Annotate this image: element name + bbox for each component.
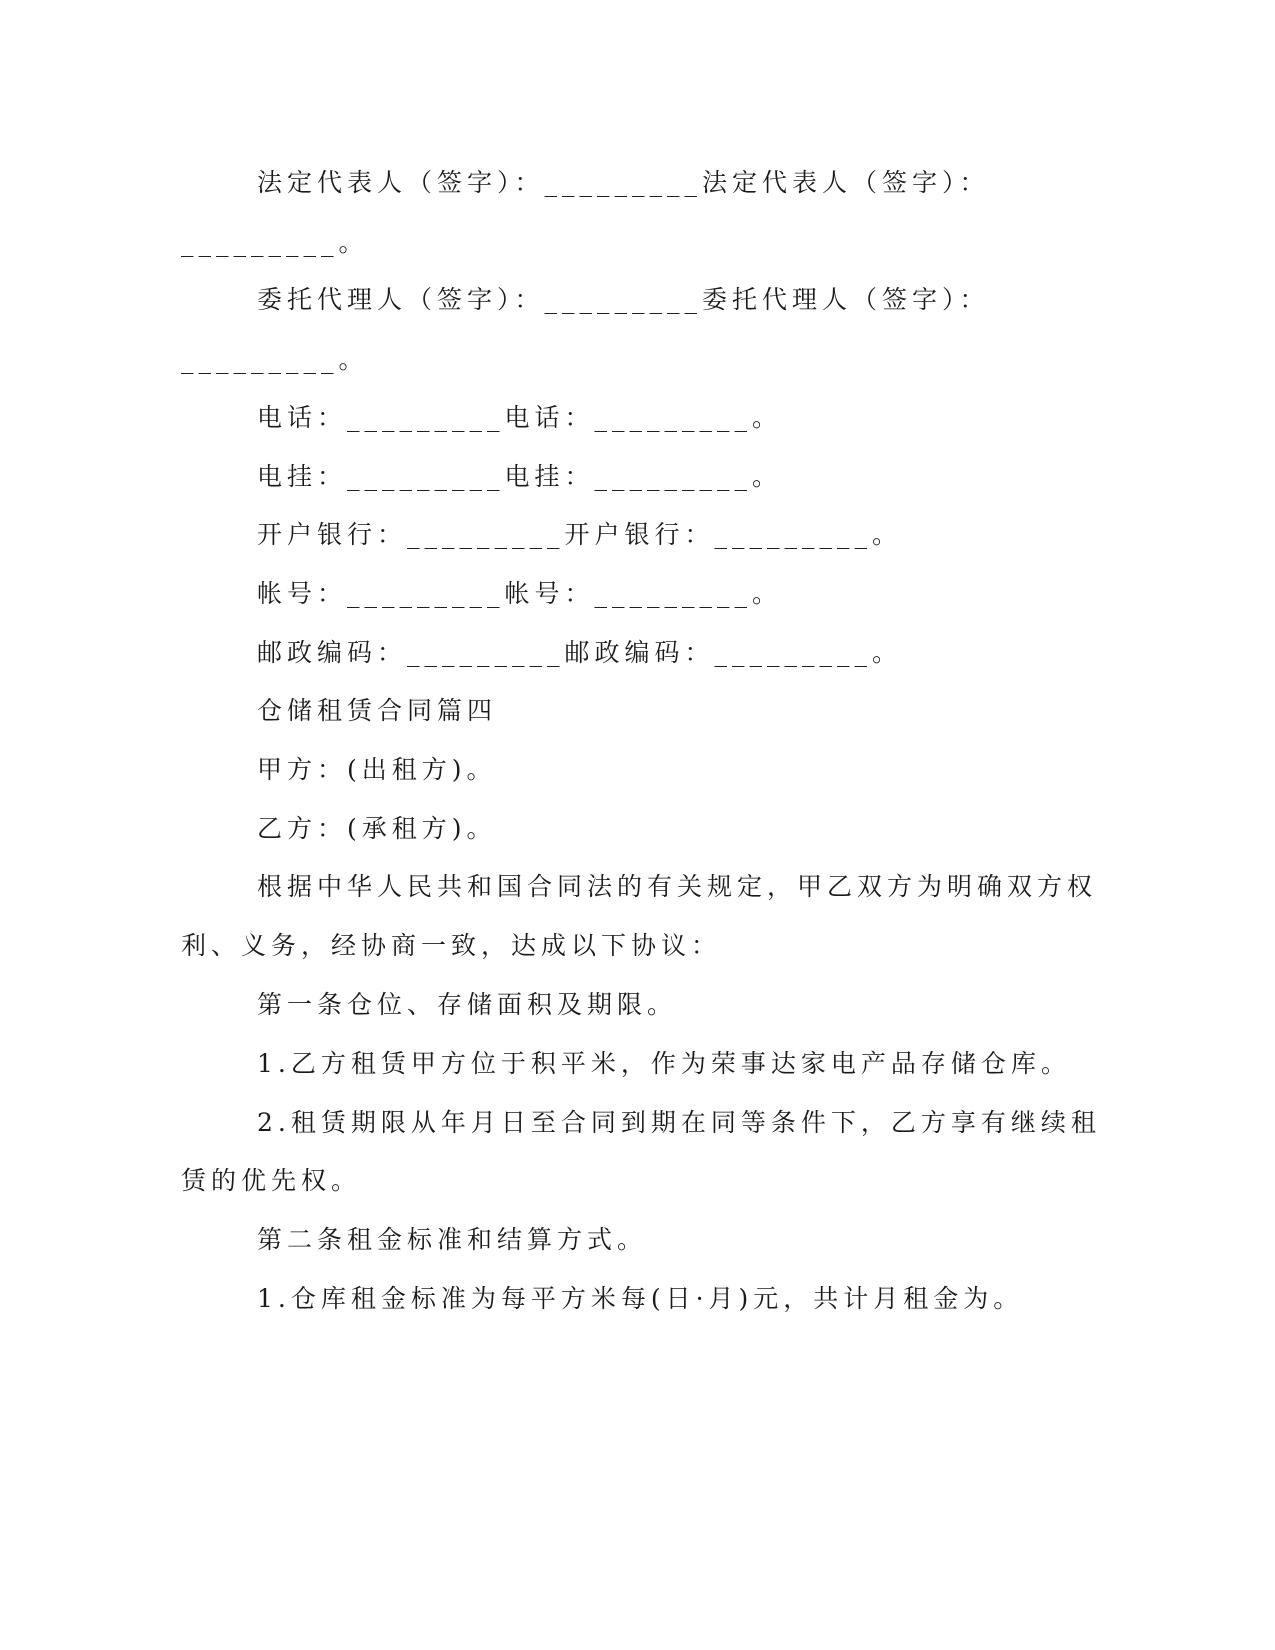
party-a-line: 甲方：(出租方)。 [257, 755, 497, 784]
cable-line: 电挂：_________电挂：_________。 [257, 462, 783, 491]
preamble-line-2: 利、义务，经协商一致，达成以下协议： [181, 931, 722, 960]
authorized-agent-continuation: _________。 [181, 345, 369, 374]
account-line: 帐号：_________帐号：_________。 [257, 579, 783, 608]
article-2-heading: 第二条租金标准和结算方式。 [257, 1225, 648, 1254]
bank-line: 开户银行：_________开户银行：_________。 [257, 520, 903, 549]
party-b-line: 乙方：(承租方)。 [257, 814, 497, 843]
article-1-item-1: 1.乙方租赁甲方位于积平米，作为荣事达家电产品存储仓库。 [257, 1049, 1071, 1078]
legal-representative-continuation: _________。 [181, 228, 369, 257]
article-1-heading: 第一条仓位、存储面积及期限。 [257, 990, 678, 1019]
contract-section-title: 仓储租赁合同篇四 [257, 696, 498, 725]
article-2-item-1: 1.仓库租金标准为每平方米每(日·月)元，共计月租金为。 [257, 1284, 1024, 1313]
legal-representative-line: 法定代表人（签字）：_________法定代表人（签字）： [257, 168, 990, 197]
authorized-agent-line: 委托代理人（签字）：_________委托代理人（签字）： [257, 285, 990, 314]
article-1-item-2: 2.租赁期限从年月日至合同到期在同等条件下，乙方享有继续租 [257, 1108, 1101, 1137]
article-1-item-2-continuation: 赁的优先权。 [181, 1166, 362, 1195]
preamble-line-1: 根据中华人民共和国合同法的有关规定，甲乙双方为明确双方权 [257, 872, 1098, 901]
phone-line: 电话：_________电话：_________。 [257, 403, 783, 432]
postal-code-line: 邮政编码：_________邮政编码：_________。 [257, 638, 903, 667]
